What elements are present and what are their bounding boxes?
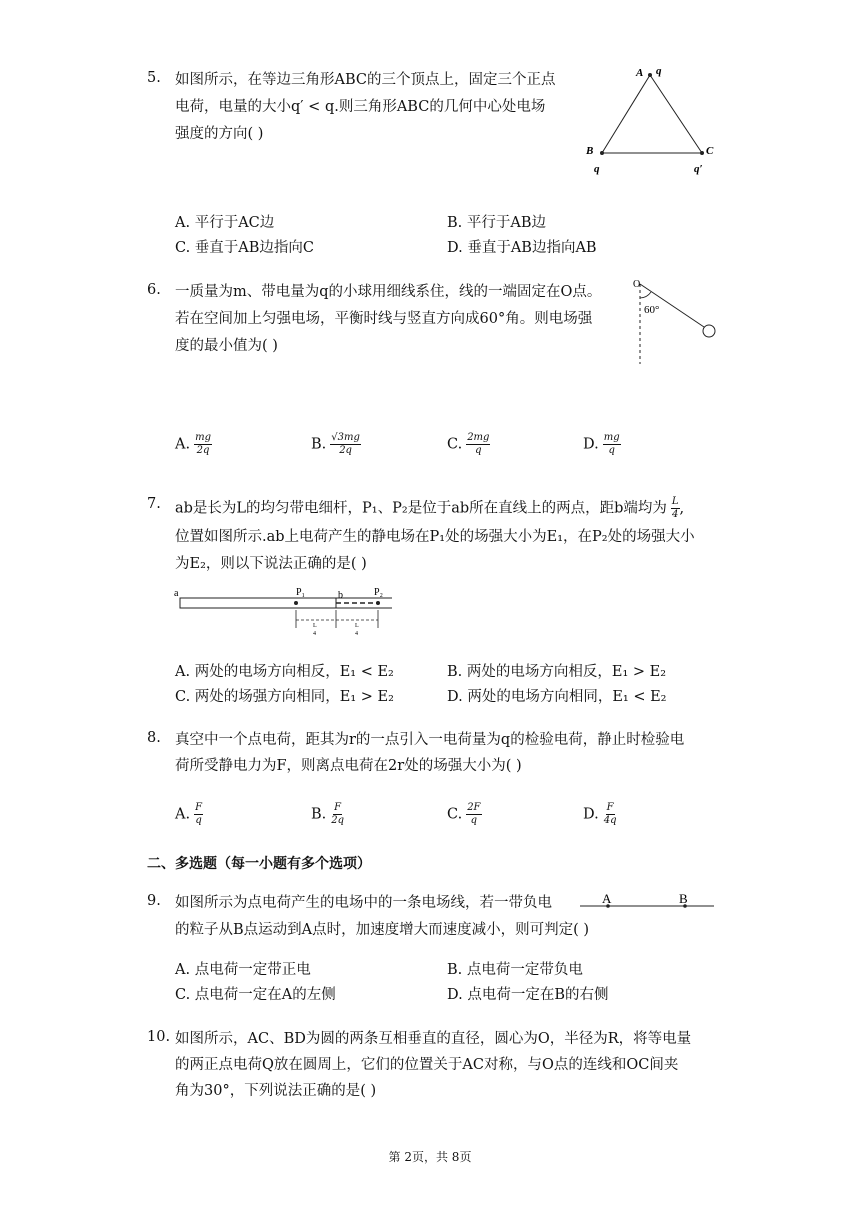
q9-text-line-1: 如图所示为点电荷产生的电场中的一条电场线，若一带负电 <box>175 895 552 911</box>
q8-text-line-2: 荷所受静电力为F，则离点电荷在2r处的场强大小为( ) <box>175 758 522 774</box>
q6-option-a[interactable]: A. $\frac{mg}{2q}$ <box>175 432 211 456</box>
q7-label-a: a <box>174 588 179 599</box>
q5-label-B: B <box>586 145 594 157</box>
svg-text:L: L <box>313 623 317 629</box>
q8-option-d[interactable]: D. $\frac{F}{4q}$ <box>583 802 617 826</box>
q5-text-line-2: 电荷，电量的大小q′ < q.则三角形ABC的几何中心处电场 <box>175 99 546 115</box>
q7-option-c[interactable]: C. 两处的场强方向相同，E₁ > E₂ <box>175 689 394 705</box>
q7-option-a[interactable]: A. 两处的电场方向相反，E₁ < E₂ <box>175 664 394 680</box>
q6-number: 6. <box>147 282 161 298</box>
q6-text-line-3: 度的最小值为( ) <box>175 338 278 354</box>
q9-option-c[interactable]: C. 点电荷一定在A的左侧 <box>175 987 336 1003</box>
q7-rod-figure <box>172 584 392 644</box>
q7-text-line-1: ab是长为L的均匀带电细杆，P₁、P₂是位于ab所在直线上的两点，距b端均为 $\frac{L}{4}$ , <box>175 496 685 520</box>
q6-option-b[interactable]: B. $\frac{√3mg}{2q}$ <box>311 432 360 456</box>
q7-text-line-2: 位置如图所示.ab上电荷产生的静电场在P₁处的场强大小为E₁，在P₂处的场强大小 <box>175 529 695 545</box>
q10-number: 10. <box>147 1029 171 1045</box>
q7-number: 7. <box>147 496 161 512</box>
q5-option-b[interactable]: B. 平行于AB边 <box>447 215 547 231</box>
q8-option-a[interactable]: A. $\frac{F}{q}$ <box>175 802 203 826</box>
section-heading-multiple-choice: 二、多选题（每一小题有多个选项） <box>147 856 371 872</box>
q5-text-line-1: 如图所示，在等边三角形ABC的三个顶点上，固定三个正点 <box>175 72 556 88</box>
q9-text-line-2: 的粒子从B点运动到A点时，加速度增大而速度减小，则可判定( ) <box>175 922 590 938</box>
q5-option-a[interactable]: A. 平行于AC边 <box>175 215 275 231</box>
q6-option-c[interactable]: C. $\frac{2mg}{q}$ <box>447 432 490 456</box>
q8-number: 8. <box>147 730 161 746</box>
q5-label-C: C <box>706 145 714 157</box>
q9-option-b[interactable]: B. 点电荷一定带负电 <box>447 962 583 978</box>
q5-label-q-left: q <box>594 163 600 175</box>
q9-option-d[interactable]: D. 点电荷一定在B的右侧 <box>447 987 609 1003</box>
q7-label-b: b <box>338 590 343 601</box>
q7-option-b[interactable]: B. 两处的电场方向相反，E₁ > E₂ <box>447 664 667 680</box>
page-footer: 第 2页，共 8页 <box>388 1150 472 1164</box>
q6-label-angle: 60° <box>644 304 660 316</box>
q6-label-O: O <box>633 279 641 290</box>
q6-pendulum-figure <box>620 272 730 367</box>
svg-text:4: 4 <box>313 631 316 637</box>
q6-option-d[interactable]: D. $\frac{mg}{q}$ <box>583 432 620 456</box>
q5-option-c[interactable]: C. 垂直于AB边指向C <box>175 240 315 256</box>
q10-text-line-1: 如图所示，AC、BD为圆的两条互相垂直的直径，圆心为O，半径为R，将等电量 <box>175 1031 692 1047</box>
q6-text-line-1: 一质量为m、带电量为q的小球用细线系住，线的一端固定在O点。 <box>175 284 602 300</box>
q5-text-line-3: 强度的方向( ) <box>175 126 264 142</box>
q5-triangle-figure <box>580 60 730 180</box>
svg-text:L: L <box>355 623 359 629</box>
q6-text-line-2: 若在空间加上匀强电场，平衡时线与竖直方向成60°角。则电场强 <box>175 311 593 327</box>
q8-option-c[interactable]: C. $\frac{2F}{q}$ <box>447 802 481 826</box>
q10-text-line-2: 的两正点电荷Q放在圆周上，它们的位置关于AC对称，与O点的连线和OC间夹 <box>175 1057 679 1073</box>
q7-text-line-3: 为E₂，则以下说法正确的是( ) <box>175 556 367 572</box>
q8-option-b[interactable]: B. $\frac{F}{2q}$ <box>311 802 345 826</box>
q9-label-A: A <box>602 891 612 906</box>
q7-option-d[interactable]: D. 两处的电场方向相同，E₁ < E₂ <box>447 689 667 705</box>
q9-field-line-figure <box>578 888 718 912</box>
q5-number: 5. <box>147 70 161 86</box>
svg-text:4: 4 <box>355 631 358 637</box>
q5-option-d[interactable]: D. 垂直于AB边指向AB <box>447 240 597 256</box>
q5-label-q-right: q′ <box>694 163 703 175</box>
q9-label-B: B <box>679 891 688 906</box>
q9-number: 9. <box>147 893 161 909</box>
q10-text-line-3: 角为30°，下列说法正确的是( ) <box>175 1083 377 1099</box>
q7-label-P2: P₂ <box>374 587 384 598</box>
q9-option-a[interactable]: A. 点电荷一定带正电 <box>175 962 311 978</box>
q8-text-line-1: 真空中一个点电荷，距其为r的一点引入一电荷量为q的检验电荷，静止时检验电 <box>175 732 685 748</box>
q5-label-A: A <box>636 67 644 79</box>
q5-label-q-top: q <box>656 65 662 77</box>
q7-label-P1: P₁ <box>296 587 306 598</box>
